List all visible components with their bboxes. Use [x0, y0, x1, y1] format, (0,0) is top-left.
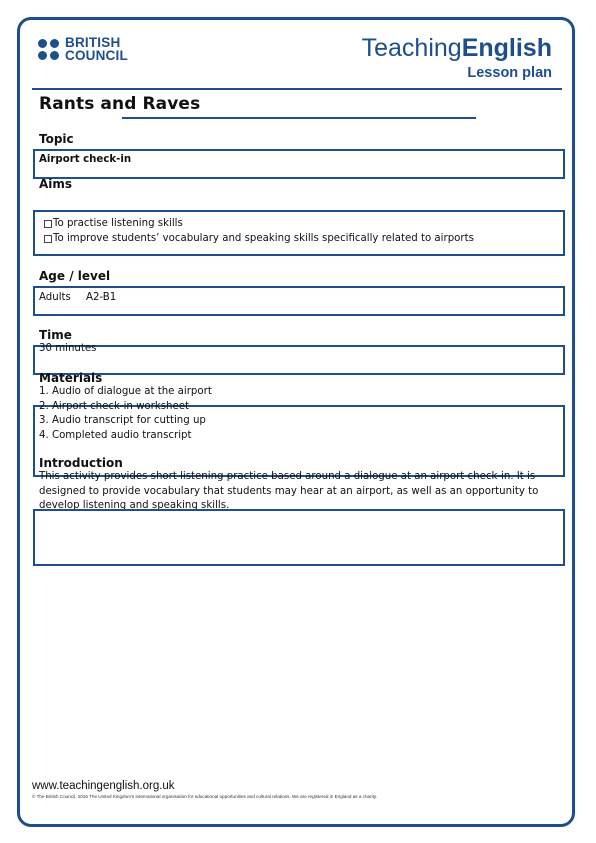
- checkbox-icon: [44, 235, 52, 243]
- materials-item: 2. Airport check-in worksheet: [39, 400, 190, 412]
- introduction-label: Introduction: [39, 456, 123, 470]
- checkbox-icon: [44, 220, 52, 228]
- introduction-box: [33, 509, 565, 566]
- teachingenglish-logo: [362, 34, 552, 82]
- page-title: Rants and Raves: [39, 94, 201, 114]
- title-underline: [122, 117, 476, 119]
- logo-text-line2: COUNCIL: [65, 48, 128, 63]
- logo-text-line1: BRITISH: [65, 35, 121, 50]
- materials-item: 4. Completed audio transcript: [39, 429, 192, 441]
- time-box: [33, 345, 565, 375]
- header-divider: [32, 88, 562, 90]
- aim-item: To improve students’ vocabulary and speaking skills specifically related to airports: [44, 232, 474, 247]
- time-label: Time: [39, 328, 72, 342]
- brand-light: Teaching: [361, 34, 462, 62]
- brand-bold: English: [461, 34, 552, 62]
- footer-url[interactable]: www.teachingenglish.org.uk: [32, 780, 175, 792]
- aims-list: [44, 217, 474, 246]
- british-council-logo: [38, 36, 128, 62]
- logo-dots-icon: [38, 39, 59, 60]
- materials-item: 1. Audio of dialogue at the airport: [39, 386, 212, 397]
- aims-label: Aims: [39, 177, 73, 191]
- materials-label: Materials: [39, 371, 103, 385]
- introduction-text: This activity provides short listening practice based around a dialogue at an airport check-in. It is designed to provide vocabulary that students may hear at an airport, as well as an opportunity to develop listening and speaking skills.: [39, 471, 539, 511]
- topic-label: Topic: [39, 132, 74, 146]
- footer-copyright: © The British Council, 2016 The United Kingdom’s international organisation for educational opportunities and cultural relations. We are registered in England as a charity.: [32, 794, 378, 799]
- topic-value: Airport check-in: [39, 154, 132, 165]
- time-value: 30 minutes: [39, 343, 97, 354]
- level-value: A2-B1: [86, 292, 117, 303]
- age-value: Adults: [39, 292, 71, 303]
- materials-item: 3. Audio transcript for cutting up: [39, 415, 206, 426]
- lesson-plan-subtitle: Lesson plan: [467, 65, 552, 81]
- age-level-label: Age / level: [39, 269, 111, 283]
- materials-list: [39, 385, 212, 443]
- aim-item: To practise listening skills: [44, 217, 474, 232]
